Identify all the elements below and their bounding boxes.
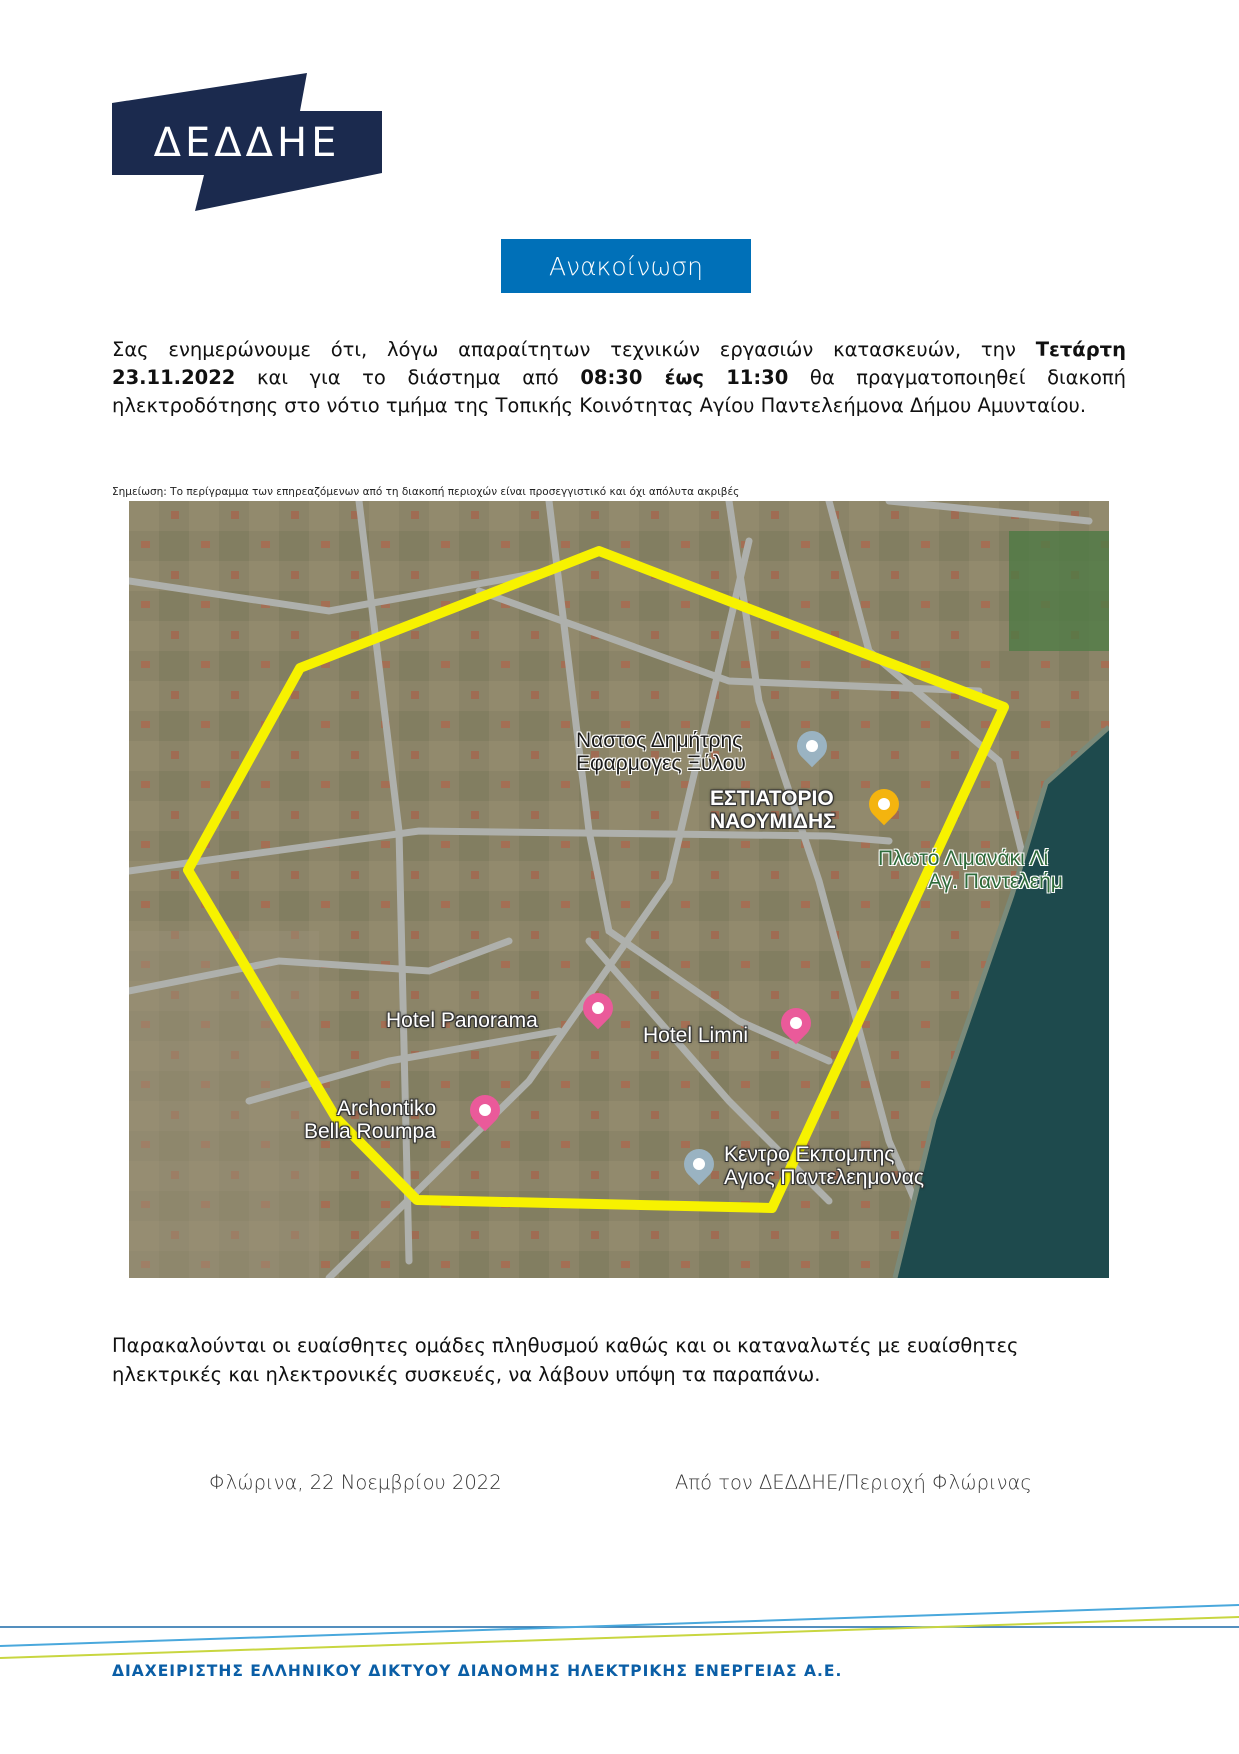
outage-time: 08:30 έως 11:30 xyxy=(580,366,789,389)
footer-company-name: ΔΙΑΧΕΙΡΙΣΤΗΣ ΕΛΛΗΝΙΚΟΥ ΔΙΚΤΥΟΥ ΔΙΑΝΟΜΗΣ ΗΛΕΚΤΡΙΚΗΣ ΕΝΕΡΓΕΙΑΣ Α.Ε. xyxy=(112,1662,843,1680)
outage-map xyxy=(129,501,1109,1278)
closing-paragraph: Παρακαλούνται οι ευαίσθητες ομάδες πληθυσμού καθώς και οι καταναλωτές με ευαίσθητες ηλεκτρικές και ηλεκτρονικές συσκευές, να λάβουν υπόψη τα παραπάνω. xyxy=(112,1334,1019,1386)
intro-text: Σας ενημερώνουμε ότι, λόγω απαραίτητων τεχνικών εργασιών κατασκευών, την xyxy=(112,338,1036,361)
map-label-nastos: Ναστος Δημήτρης Εφαρμογες Ξύλου xyxy=(576,729,746,775)
intro-text: θα πραγματοποιηθεί διακοπή ηλεκτροδότησης στο νότιο τμήμα της Τοπικής Κοινότητας Αγίου Παντελεήμονα Δήμου Αμυνταίου. xyxy=(112,366,1126,417)
map-label-hotel-limni: Hotel Limni xyxy=(643,1024,749,1047)
map-label-restaurant: ΕΣΤΙΑΤΟΡΙΟ ΝΑΟΥΜΙΔΗΣ xyxy=(710,787,836,833)
map-label-kentro: Κεντρο Εκπομπης Αγιος Παντελεημονας xyxy=(724,1143,924,1189)
company-logo xyxy=(112,73,382,211)
logo-text: ΔΕΔΔΗΕ xyxy=(153,120,341,166)
announcement-banner xyxy=(501,239,751,293)
map-label-hotel-panorama: Hotel Panorama xyxy=(386,1009,538,1032)
map-label-port: Πλωτό Λιμανάκι Λί Αγ. Παντελεήμ xyxy=(878,847,1063,893)
outage-date: Τετάρτη 23.11.2022 xyxy=(112,338,1126,389)
map-note: Σημείωση: Το περίγραμμα των επηρεαζόμενων από τη διακοπή περιοχών είναι προσεγγιστικό και όχι απόλυτα ακριβές xyxy=(112,486,740,498)
place-date: Φλώρινα, 22 Νοεμβρίου 2022 xyxy=(209,1471,502,1494)
intro-text: και για το διάστημα από xyxy=(235,366,581,389)
intro-paragraph xyxy=(112,336,1126,420)
announcement-label: Ανακοίνωση xyxy=(549,251,703,281)
signature-from: Από τον ΔΕΔΔΗΕ/Περιοχή Φλώρινας xyxy=(675,1471,1032,1494)
footer-decoration-lines xyxy=(0,1600,1239,1660)
map-label-archontiko: Archontiko Bella Roumpa xyxy=(304,1097,437,1143)
